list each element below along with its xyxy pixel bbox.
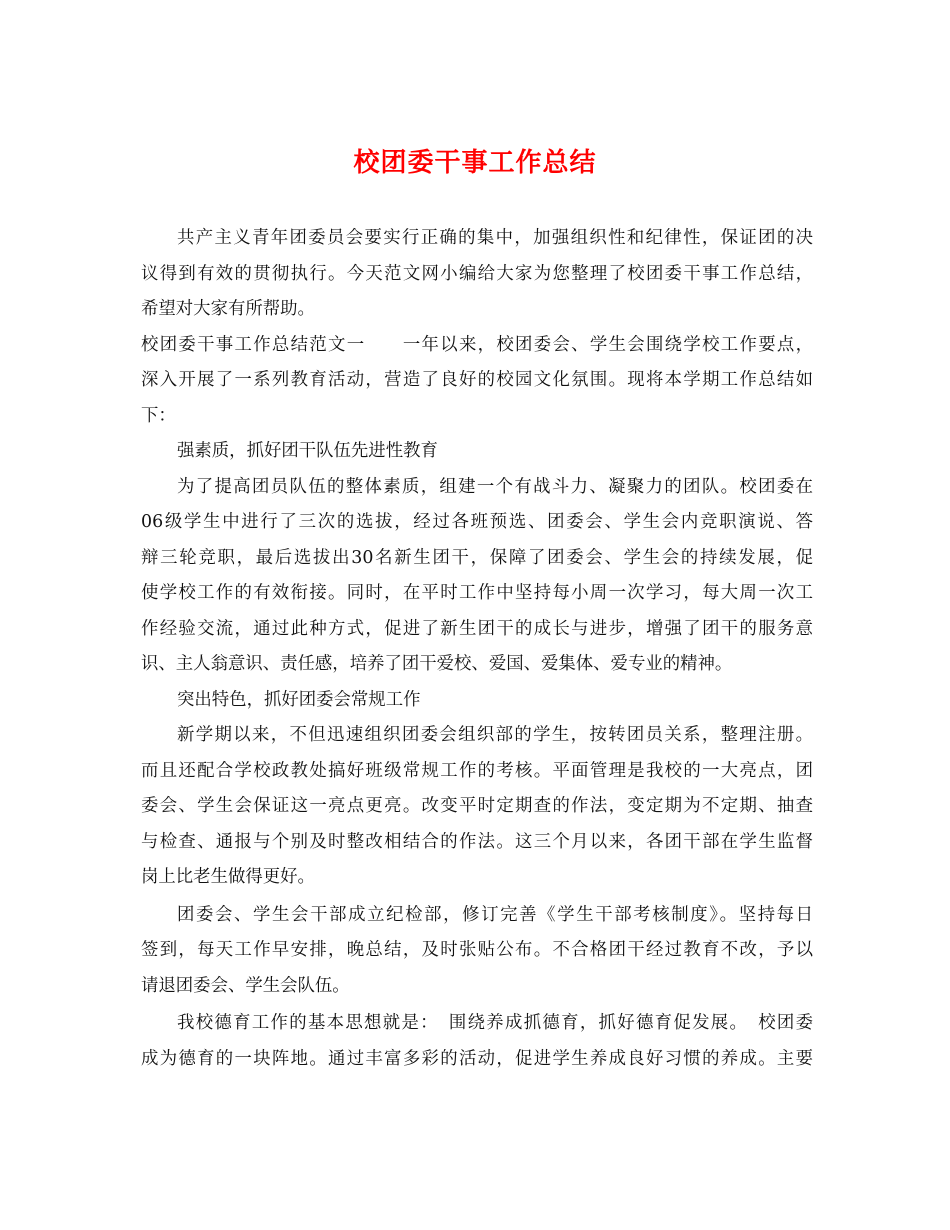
- document-title: 校团委干事工作总结: [353, 148, 597, 178]
- paragraph-line: 签到，每天工作早安排，晚总结，及时张贴公布。不合格团干经过教育不改，予以: [141, 940, 813, 960]
- paragraph-line: 与检查、通报与个别及时整改相结合的作法。这三个月以来，各团干部在学生监督: [141, 831, 813, 852]
- paragraph-line: 我校德育工作的基本思想就是： 围绕养成抓德育，抓好德育促发展。 校团委: [177, 1013, 813, 1033]
- paragraph-line: 校团委干事工作总结范文一 一年以来，校团委会、学生会围绕学校工作要点，: [141, 334, 813, 355]
- section-heading: 强素质，抓好团干队伍先进性教育: [177, 441, 438, 461]
- paragraph-line: 成为德育的一块阵地。通过丰富多彩的活动，促进学生养成良好习惯的养成。主要: [141, 1048, 813, 1069]
- section-heading: 突出特色，抓好团委会常规工作: [177, 689, 421, 710]
- paragraph-line: 共产主义青年团委员会要实行正确的集中，加强组织性和纪律性，保证团的决: [177, 228, 813, 248]
- paragraph-line: 团委会、学生会干部成立纪检部，修订完善《学生干部考核制度》。坚持每日: [177, 904, 813, 925]
- paragraph-line: 辩三轮竞职，最后选拔出30名新生团干，保障了团委会、学生会的持续发展，促: [141, 547, 813, 568]
- paragraph-line: 议得到有效的贯彻执行。今天范文网小编给大家为您整理了校团委干事工作总结，: [141, 263, 813, 284]
- paragraph-line: 识、主人翁意识、责任感，培养了团干爱校、爱国、爱集体、爱专业的精神。: [141, 654, 733, 674]
- paragraph-line: 而且还配合学校政教处搞好班级常规工作的考核。平面管理是我校的一大亮点，团: [141, 760, 813, 781]
- paragraph-line: 为了提高团员队伍的整体素质，组建一个有战斗力、凝聚力的团队。校团委在: [177, 476, 813, 497]
- paragraph-line: 新学期以来，不但迅速组织团委会组织部的学生，按转团员关系，整理注册。: [177, 725, 813, 745]
- paragraph-line: 下：: [141, 405, 176, 426]
- paragraph-line: 岗上比老生做得更好。: [141, 867, 315, 887]
- paragraph-line: 06级学生中进行了三次的选拔，经过各班预选、团委会、学生会内竞职演说、答: [141, 512, 813, 532]
- paragraph-line: 委会、学生会保证这一亮点更亮。改变平时定期查的作法，变定期为不定期、抽查: [141, 796, 813, 816]
- paragraph-line: 请退团委会、学生会队伍。: [141, 975, 350, 996]
- paragraph-line: 深入开展了一系列教育活动，营造了良好的校园文化氛围。现将本学期工作总结如: [141, 370, 813, 390]
- paragraph-line: 使学校工作的有效衔接。同时，在平时工作中坚持每小周一次学习，每大周一次工: [141, 583, 813, 603]
- paragraph-line: 希望对大家有所帮助。: [141, 299, 315, 319]
- paragraph-line: 作经验交流，通过此种方式，促进了新生团干的成长与进步，增强了团干的服务意: [141, 618, 813, 639]
- document-body: [141, 221, 813, 1077]
